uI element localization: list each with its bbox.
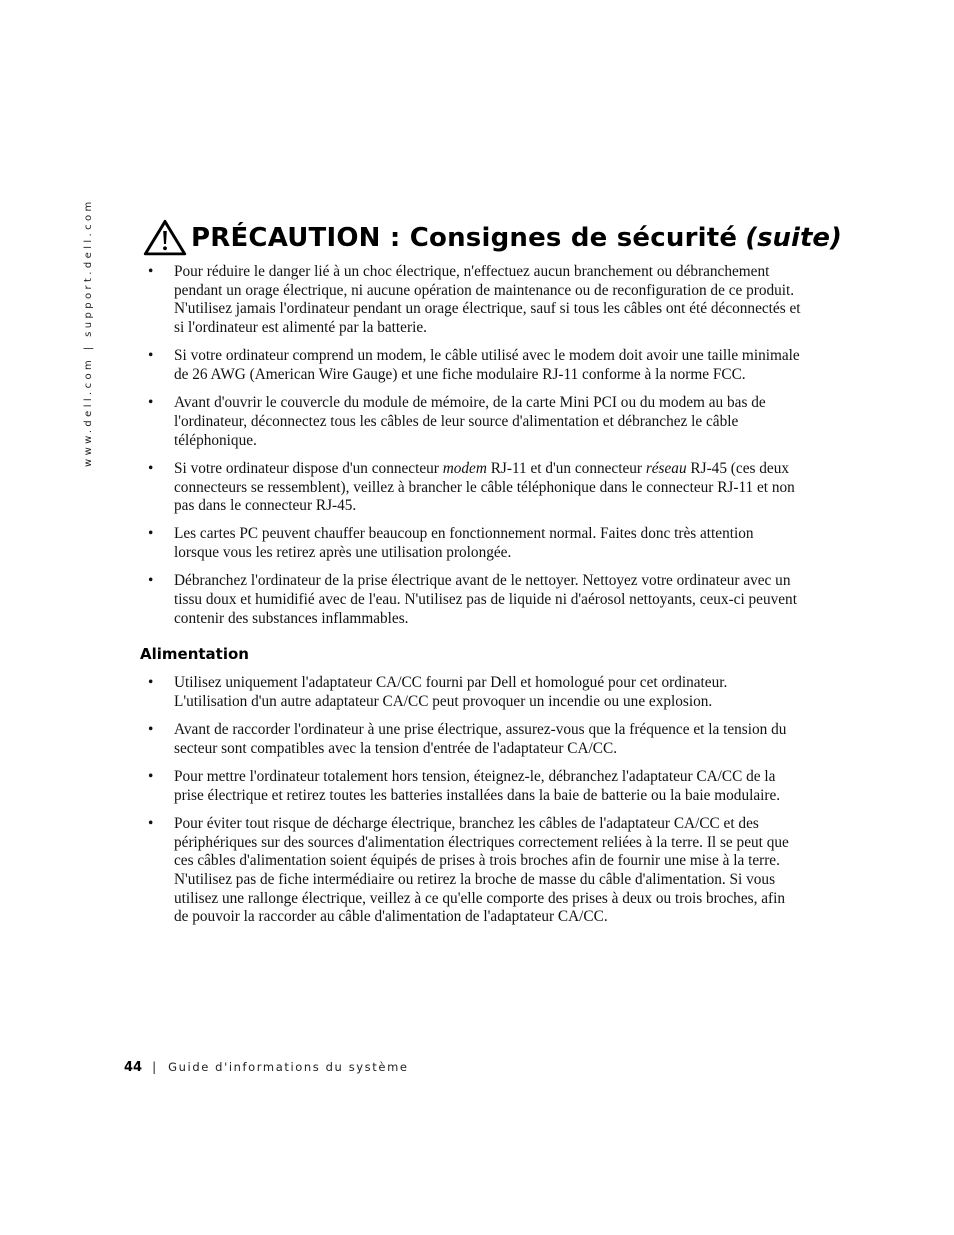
list-item-text: RJ-11 et d'un connecteur [486,459,646,477]
power-list [140,674,802,927]
page-title-text: PRÉCAUTION : Consignes de sécurité [191,223,738,253]
list-item-text: RJ-45 (ces deux connecteurs se ressemblent), veillez à brancher le câble téléphonique dans le connecteur RJ-11 et non pas dans le connecteur RJ-45. [174,459,795,515]
list-item: • Avant d'ouvrir le couvercle du module de mémoire, de la carte Mini PCI ou du modem au bas de l'ordinateur, déconnectez tous les câbles de leur source d'alimentation et débranchez le câble téléphonique. [140,394,802,450]
emphasis-modem: modem [442,459,487,477]
list-item: • Les cartes PC peuvent chauffer beaucoup en fonctionnement normal. Faites donc très attention lorsque vous les retirez après une utilisation prolongée. [140,525,802,562]
page-title [143,218,842,258]
emphasis-reseau: réseau [645,459,687,477]
list-item-text: Si votre ordinateur dispose d'un connecteur [174,459,443,477]
footer-separator: | [152,1060,157,1074]
list-item: • Utilisez uniquement l'adaptateur CA/CC fourni par Dell et homologué pour cet ordinateur. L'utilisation d'un autre adaptateur CA/CC peut provoquer un incendie ou une explosion. [140,674,802,711]
page-footer [124,1060,409,1075]
list-item: • Si votre ordinateur comprend un modem, le câble utilisé avec le modem doit avoir une taille minimale de 26 AWG (American Wire Gauge) et une fiche modulaire RJ-11 conforme à la norme FCC. [140,347,802,384]
list-item [140,460,802,516]
sidebar-url: www.dell.com | support.dell.com [83,198,94,467]
safety-list [140,263,802,628]
section-heading: Alimentation [140,645,249,664]
page-title-suffix: (suite) [745,223,842,253]
list-item: • Débranchez l'ordinateur de la prise électrique avant de le nettoyer. Nettoyez votre ordinateur avec un tissu doux et humidifié avec de l'eau. N'utilisez pas de liquide ni d'aérosol nettoyants, ceux-ci peuvent contenir des substances inflammables. [140,572,802,628]
list-item: • Pour mettre l'ordinateur totalement hors tension, éteignez-le, débranchez l'adaptateur CA/CC de la prise électrique et retirez toutes les batteries installées dans la baie de batterie ou la baie modulaire. [140,768,802,805]
list-item: • Pour réduire le danger lié à un choc électrique, n'effectuez aucun branchement ou débranchement pendant un orage électrique, ni aucune opération de maintenance ou de reconfiguration de ce produit. N'utilisez jamais l'ordinateur pendant un orage électrique, sauf si tous les câbles ont été déconnectés et si l'ordinateur est alimenté par la batterie. [140,263,802,338]
warning-triangle-icon [143,219,187,257]
list-item: • Avant de raccorder l'ordinateur à une prise électrique, assurez-vous que la fréquence et la tension du secteur sont compatibles avec la tension d'entrée de l'adaptateur CA/CC. [140,721,802,758]
page-number: 44 [124,1060,143,1075]
main-content [140,263,802,937]
list-item: • Pour éviter tout risque de décharge électrique, branchez les câbles de l'adaptateur CA/CC et des périphériques sur des sources d'alimentation électriques correctement reliées à la terre. Il se peut que ces câbles d'alimentation soient équipés de prises à trois broches afin de fournir une mise à la terre. N'utilisez pas de fiche intermédiaire ou retirez la broche de masse du câble d'alimentation. Si vous utilisez une rallonge électrique, veillez à ce qu'elle comporte des prises à deux ou trois broches, afin de pouvoir la raccorder au câble d'alimentation de l'adaptateur CA/CC. [140,815,802,927]
document-title: Guide d'informations du système [168,1060,409,1074]
